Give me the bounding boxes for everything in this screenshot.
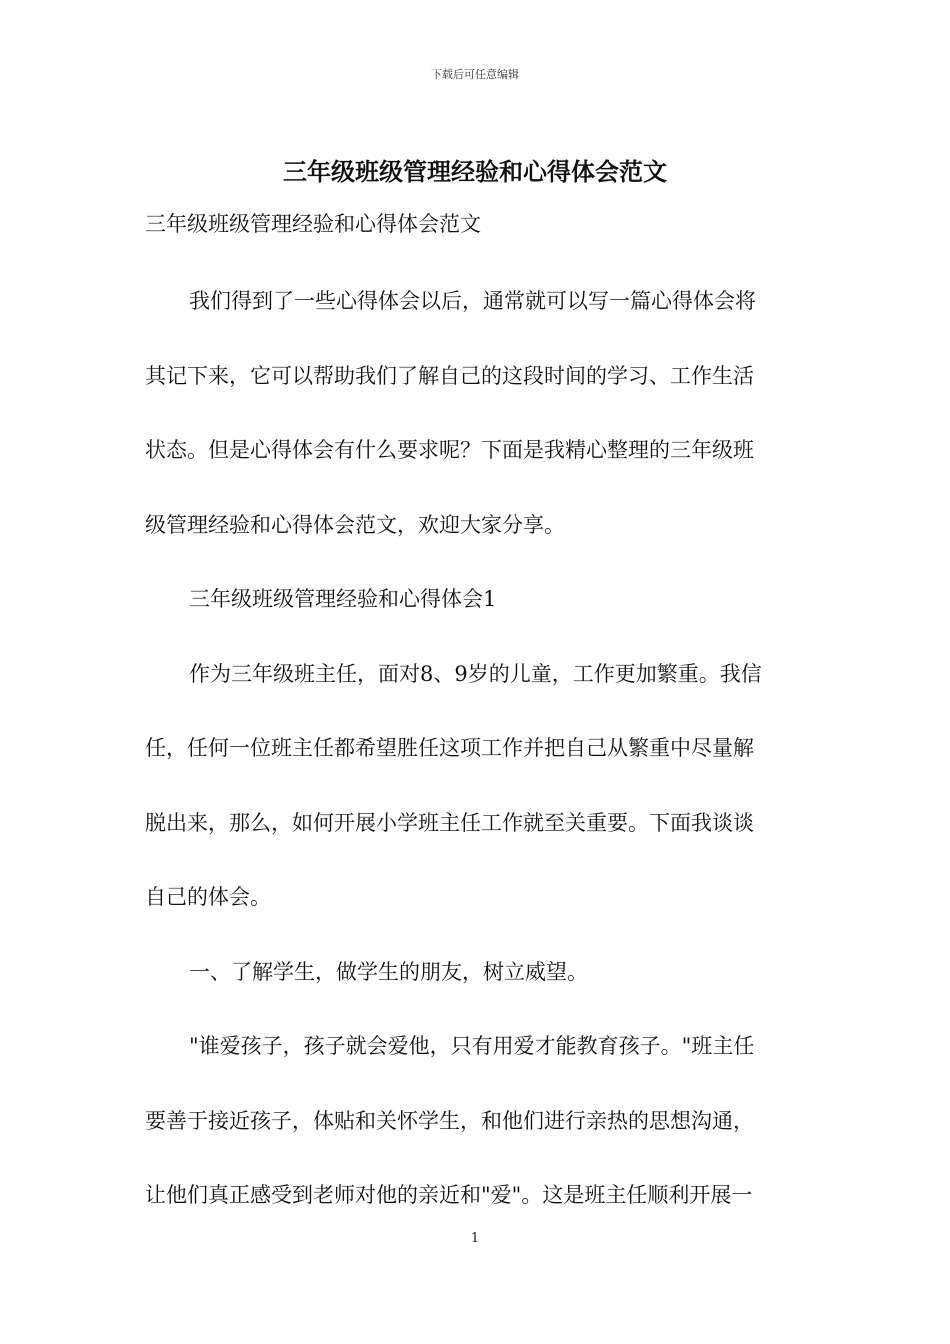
paragraph-line: 让他们真正感受到老师对他的亲近和"爱"。这是班主任顺利开展一 — [145, 1183, 753, 1207]
document-subtitle: 三年级班级管理经验和心得体会范文 — [145, 212, 481, 236]
paragraph-line: 作为三年级班主任，面对8、9岁的儿童，工作更加繁重。我信 — [189, 661, 762, 686]
section-heading: 三年级班级管理经验和心得体会1 — [189, 587, 497, 611]
document-title: 三年级班级管理经验和心得体会范文 — [283, 157, 667, 186]
paragraph-line: 脱出来，那么，如何开展小学班主任工作就至关重要。下面我谈谈 — [145, 810, 754, 835]
paragraph-line: 状态。但是心得体会有什么要求呢？下面是我精心整理的三年级班 — [145, 438, 754, 462]
paragraph-line: 要善于接近孩子，体贴和关怀学生，和他们进行亲热的思想沟通， — [145, 1108, 754, 1133]
page-number: 1 — [470, 1231, 480, 1246]
paragraph-line: 自己的体会。 — [145, 885, 271, 909]
paragraph-line: 级管理经验和心得体会范文，欢迎大家分享。 — [145, 512, 565, 537]
section-heading: 一、了解学生，做学生的朋友，树立威望。 — [189, 959, 588, 984]
paragraph-line: 任，任何一位班主任都希望胜任这项工作并把自己从繁重中尽量解 — [145, 736, 754, 760]
body-text — [145, 279, 807, 1248]
paragraph-line: 我们得到了一些心得体会以后，通常就可以写一篇心得体会将 — [189, 289, 756, 313]
header-note: 下载后可任意编辑 — [431, 68, 519, 81]
paragraph-line: "谁爱孩子，孩子就会爱他，只有用爱才能教育孩子。"班主任 — [189, 1034, 755, 1058]
paragraph-line: 其记下来，它可以帮助我们了解自己的这段时间的学习、工作生活 — [145, 363, 754, 388]
